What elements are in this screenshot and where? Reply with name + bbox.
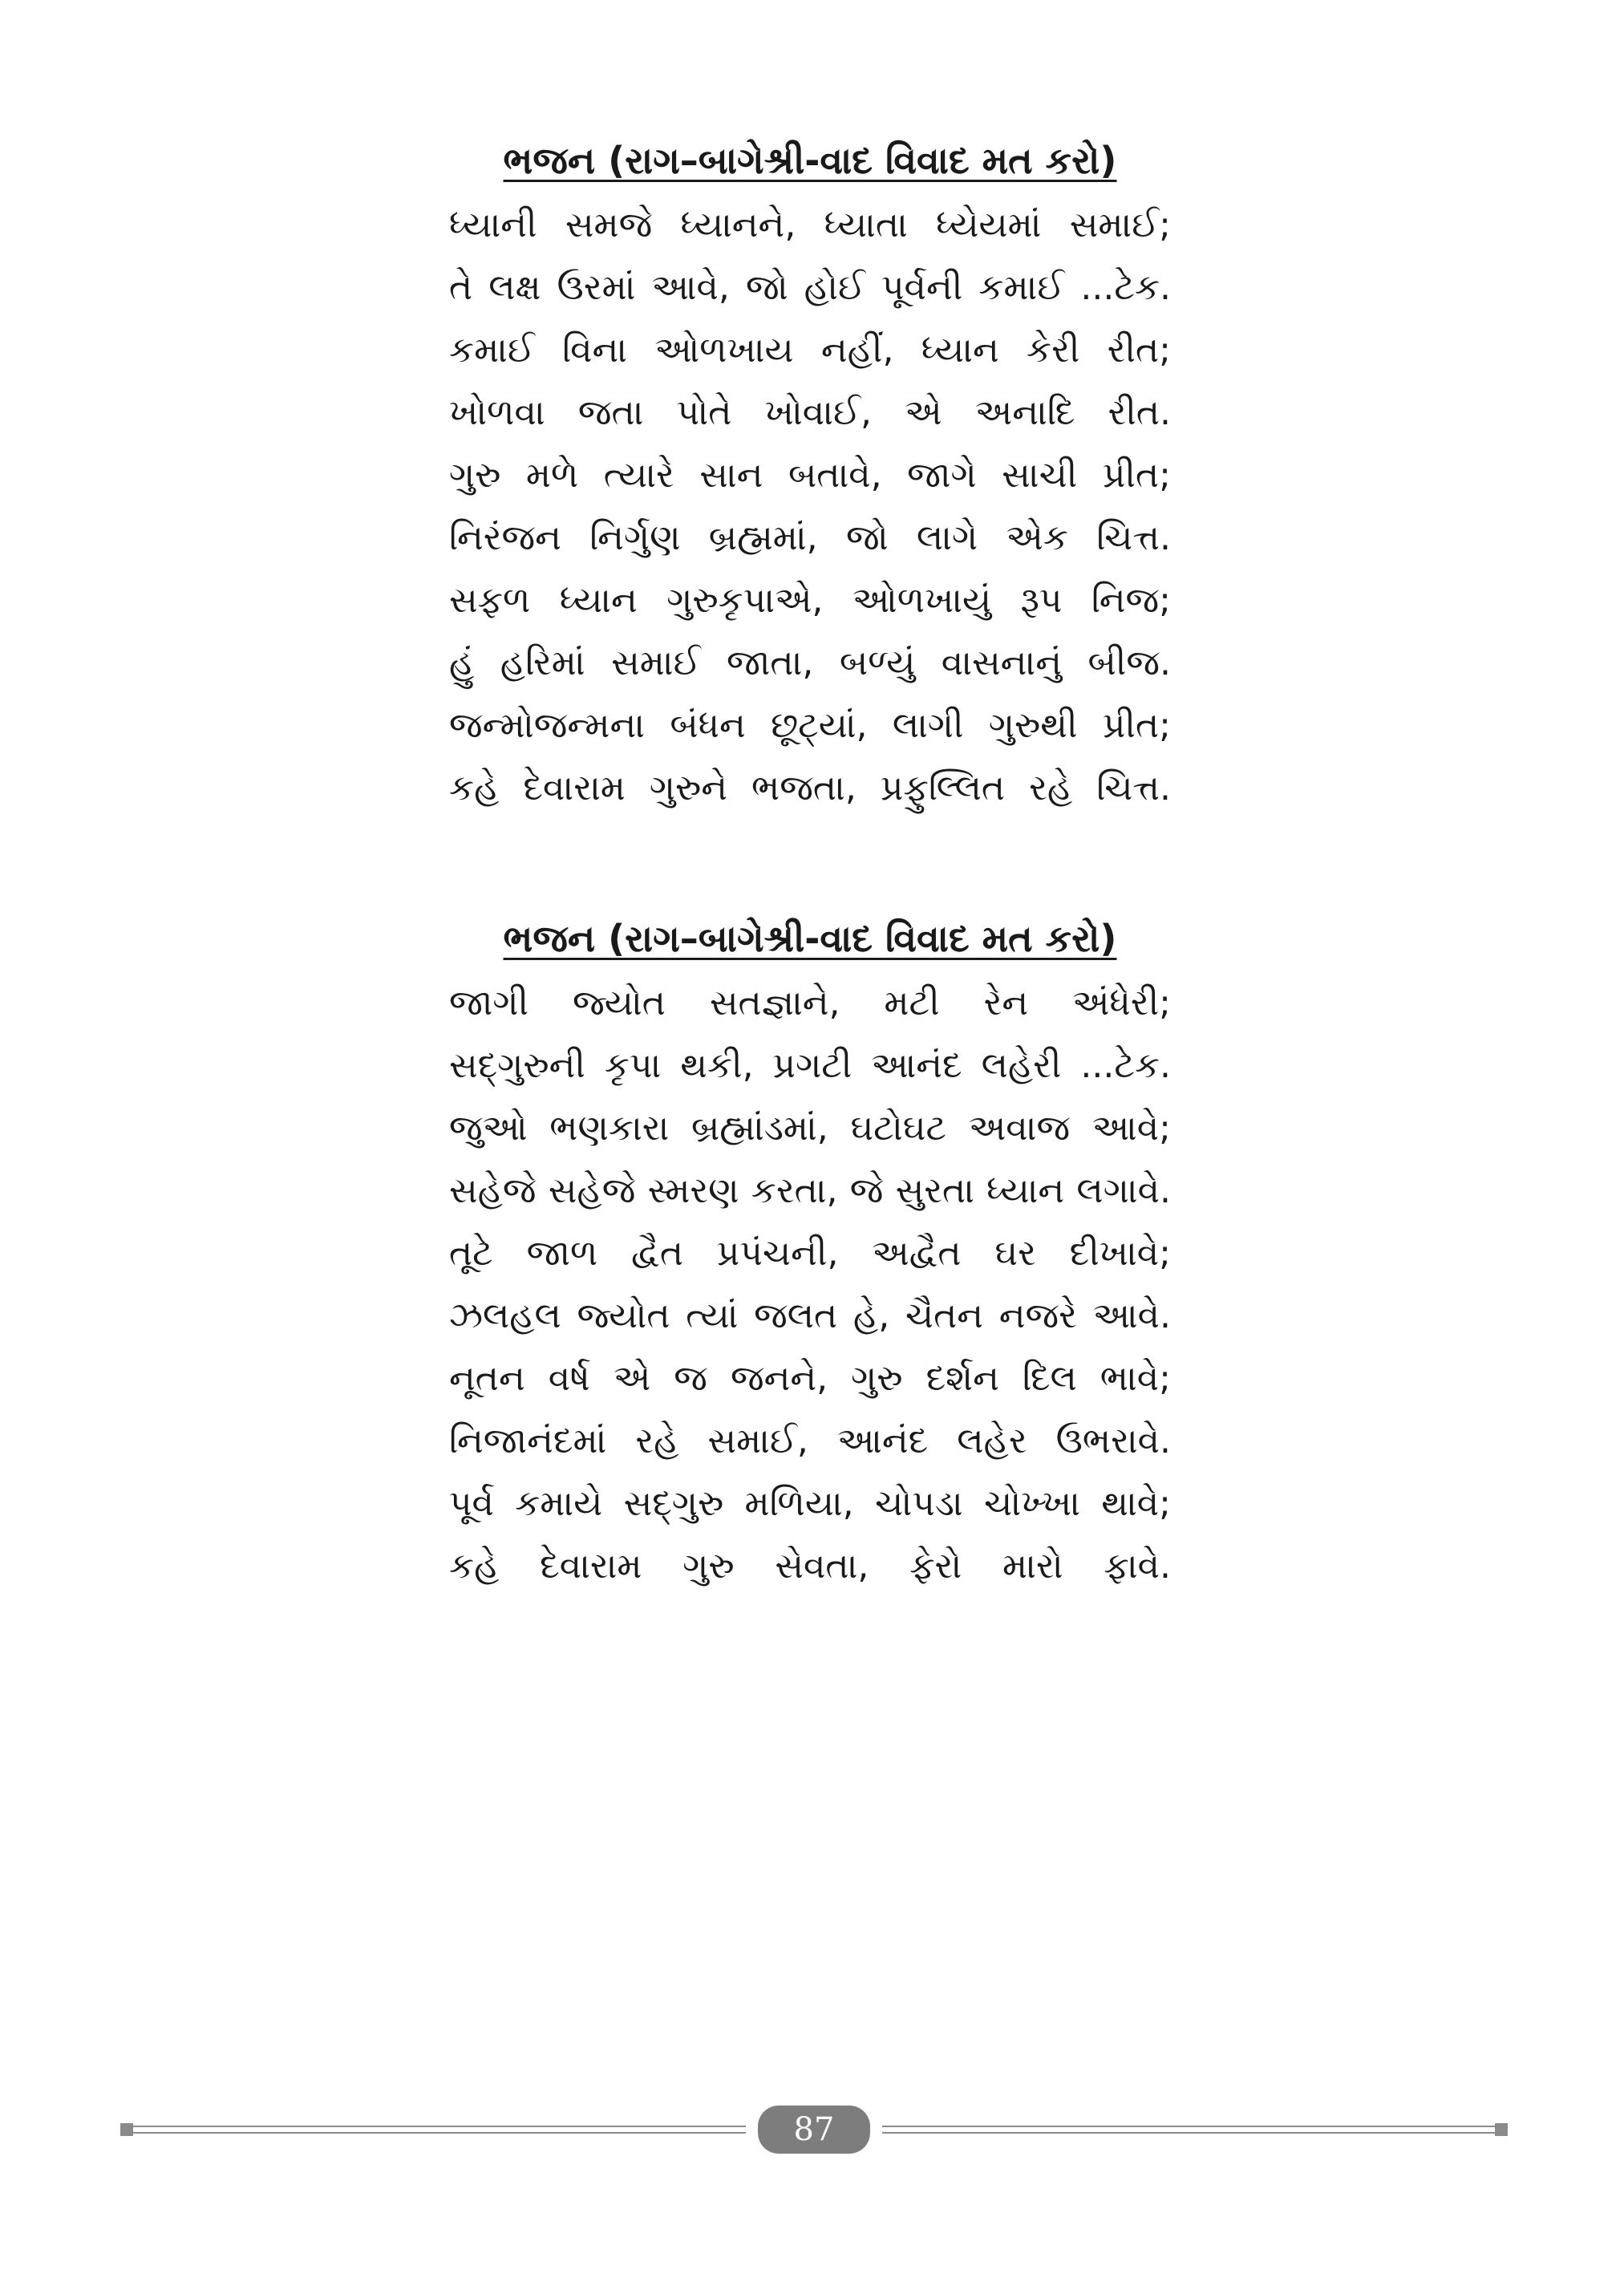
verse-line: પૂર્વ કમાયે સદ્‌ગુરુ મળિયા, ચોપડા ચોખ્ખા થાવે; — [449, 1483, 1171, 1524]
footer-rule-right — [882, 2126, 1508, 2134]
verse-line: નિજાનંદમાં રહે સમાઈ, આનંદ લહેર ઉભરાવે. — [449, 1421, 1171, 1461]
poem-title: ભજન (રાગ–બાગેશ્રી-વાદ વિવાદ મત કરો) — [503, 917, 1117, 960]
footer-rule-cap-right — [1495, 2123, 1508, 2136]
poem-1 — [449, 136, 1171, 820]
poem-2 — [449, 914, 1171, 1598]
footer-rule-cap-left — [120, 2123, 133, 2136]
verse-line: તે લક્ષ ઉરમાં આવે, જો હોઈ પૂર્વની કમાઈ ...ટેક. — [449, 267, 1171, 308]
verse-line: સદ્‌ગુરુની કૃપા થકી, પ્રગટી આનંદ લહેરી ...ટેક. — [449, 1045, 1171, 1086]
verse-line: કમાઈ વિના ઓળખાય નહીં, ધ્યાન કેરી રીત; — [449, 330, 1171, 371]
verse-line: તૂટે જાળ દ્વૈત પ્રપંચની, અદ્વૈત ઘર દીખાવે; — [449, 1233, 1171, 1274]
verse-line: જુઓ ભણકારા બ્રહ્માંડમાં, ઘટોઘટ અવાજ આવે; — [449, 1108, 1171, 1149]
verse-line: જન્મોજન્મના બંધન છૂટ્યાં, લાગી ગુરુથી પ્રીત; — [449, 705, 1171, 746]
verse-line: જાગી જ્યોત સતજ્ઞાને, મટી રેન અંધેરી; — [449, 983, 1171, 1023]
verse-line: સફળ ધ્યાન ગુરુકૃપાએ, ઓળખાયું રૂપ નિજ; — [449, 580, 1171, 621]
verse-line: ગુરુ મળે ત્યારે સાન બતાવે, જાગે સાચી પ્રીત; — [449, 455, 1171, 496]
verse-line: ઝલહલ જ્યોત ત્યાં જલત હે, ચૈતન નજરે આવે. — [449, 1295, 1171, 1336]
verse-line: કહે દેવારામ ગુરુને ભજતા, પ્રફુલ્લિત રહે ચિત્ત. — [449, 768, 1171, 809]
verse-line: નિરંજન નિર્ગુણ બ્રહ્મમાં, જો લાગે એક ચિત્ત. — [449, 517, 1171, 558]
page-footer — [120, 2106, 1508, 2154]
page-number: 87 — [758, 2106, 870, 2154]
verse-line: સહેજે સહેજે સ્મરણ કરતા, જે સુરતા ધ્યાન લગાવે. — [449, 1170, 1171, 1211]
verse-line: નૂતન વર્ષ એ જ જનને, ગુરુ દર્શન દિલ ભાવે; — [449, 1358, 1171, 1399]
verse-line: કહે દેવારામ ગુરુ સેવતા, ફેરો મારો ફાવે. — [449, 1546, 1171, 1587]
footer-rule-left — [120, 2126, 746, 2134]
poem-title: ભજન (રાગ–બાગેશ્રી-વાદ વિવાદ મત કરો) — [503, 139, 1117, 182]
verse-line: હું હરિમાં સમાઈ જાતા, બળ્યું વાસનાનું બીજ. — [449, 642, 1171, 683]
verse-line: ધ્યાની સમજે ધ્યાનને, ધ્યાતા ધ્યેયમાં સમાઈ; — [449, 205, 1171, 245]
verse-line: ખોળવા જતા પોતે ખોવાઈ, એ અનાદિ રીત. — [449, 392, 1171, 433]
